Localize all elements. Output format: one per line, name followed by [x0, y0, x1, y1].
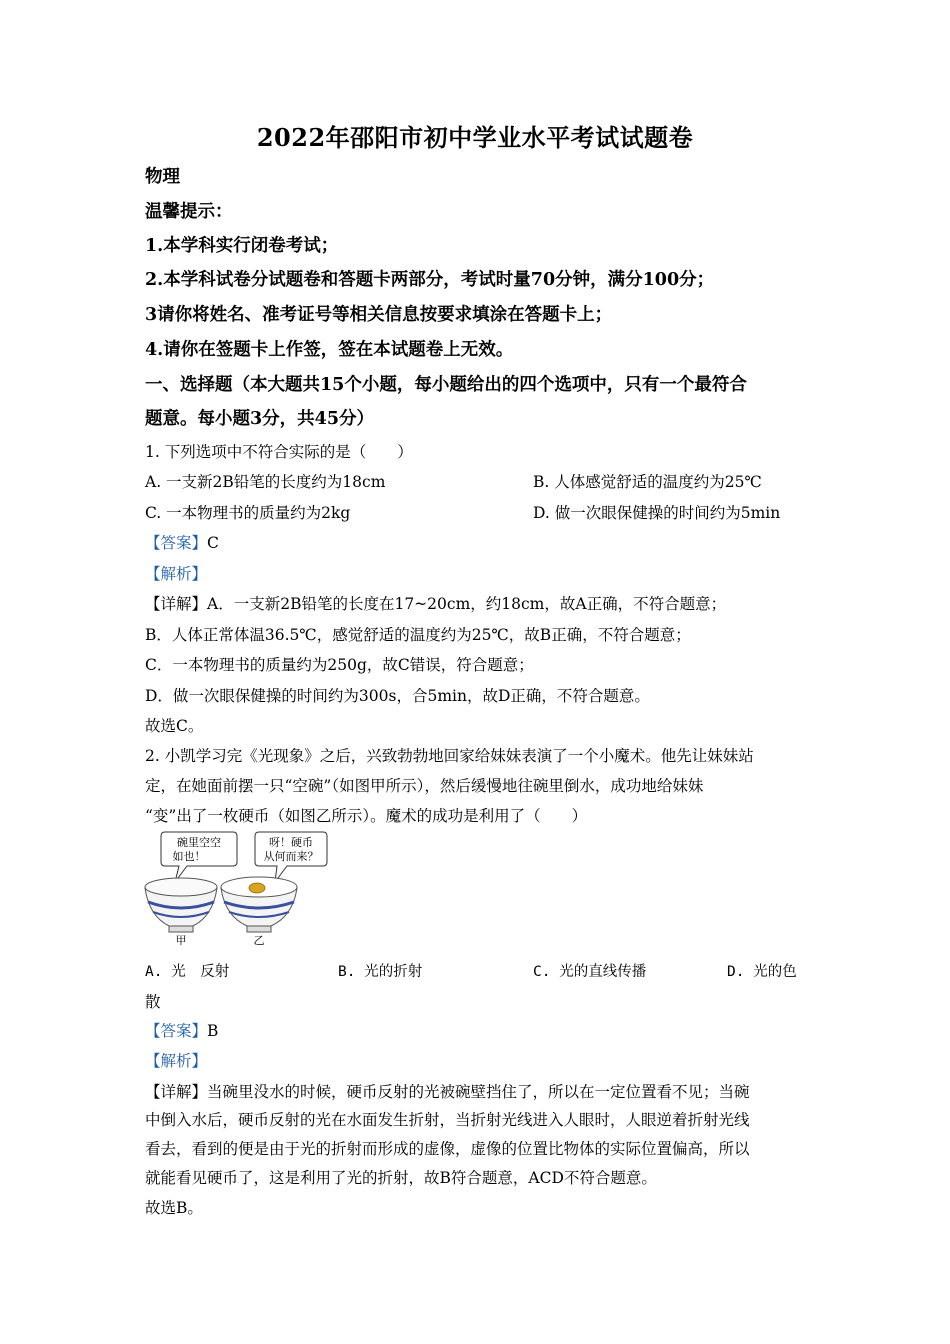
answer-tag: 【答案】 — [145, 534, 208, 552]
bubble-right-line-1: 呀！硬币 — [269, 836, 313, 849]
tip-3: 3请你将姓名、准考证号等相关信息按要求填涂在答题卡上； — [145, 305, 613, 325]
q2-detail-2: 中倒入水后，硬币反射的光在水面发生折射，当折射光线进入人眼时，人眼逆着折射光线 — [145, 1111, 750, 1129]
q2-conclusion: 故选B。 — [145, 1199, 203, 1217]
bubble-left-line-2: 如也！ — [172, 850, 206, 863]
q1-analysis-tag: 【解析】 — [145, 565, 208, 583]
tip-2: 2.本学科试卷分试题卷和答题卡两部分，考试时量70分钟，满分100分； — [145, 270, 715, 290]
q2-option-d: D. 光的色 — [727, 964, 797, 980]
detail-text: A．一支新2B铅笔的长度在17~20cm，约18cm，故A正确，不符合题意； — [207, 595, 727, 613]
q2-detail-3: 看去，看到的便是由于光的折射而形成的虚像，虚像的位置比物体的实际位置偏高，所以 — [145, 1140, 750, 1158]
bowl-figure — [141, 830, 341, 948]
detail-tag: 【详解】 — [145, 595, 208, 613]
q2-option-d-continued: 散 — [145, 993, 161, 1011]
q2-stem-1: 2. 小凯学习完《光现象》之后，兴致勃勃地回家给妹妹表演了一个小魔术。他先让妹妹站 — [145, 747, 754, 765]
q2-analysis-tag: 【解析】 — [145, 1052, 208, 1070]
q1-option-a: A. 一支新2B铅笔的长度约为18cm — [145, 473, 386, 491]
q1-answer — [145, 531, 219, 553]
q1-detail-4: D．做一次眼保健操的时间约为300s，合5min，故D正确，不符合题意。 — [145, 687, 650, 705]
q2-option-a: A. 光 反射 — [145, 964, 230, 980]
tips-heading: 温馨提示： — [145, 202, 233, 222]
q1-option-b: B. 人体感觉舒适的温度约为25℃ — [533, 473, 762, 491]
answer-value: B — [207, 1022, 219, 1040]
q1-conclusion: 故选C。 — [145, 717, 204, 735]
figure-label-yi: 乙 — [253, 934, 265, 947]
tip-4: 4.请你在签题卡上作签，签在本试题卷上无效。 — [145, 340, 514, 360]
q1-detail-1 — [145, 592, 726, 614]
q2-answer — [145, 1019, 218, 1041]
q1-option-c: C. 一本物理书的质量约为2kg — [145, 504, 351, 522]
bubble-right-line-2: 从何而来？ — [263, 850, 319, 863]
coin-icon — [249, 883, 265, 893]
q2-detail-1 — [145, 1080, 750, 1102]
page-title: 2022年邵阳市初中学业水平考试试题卷 — [256, 123, 694, 152]
q1-option-d: D. 做一次眼保健操的时间约为5min — [533, 504, 781, 522]
q1-detail-3: C．一本物理书的质量约为250g，故C错误，符合题意； — [145, 656, 534, 674]
q2-option-c: C. 光的直线传播 — [533, 964, 647, 980]
q1-detail-2: B．人体正常体温36.5℃，感觉舒适的温度约为25℃，故B正确，不符合题意； — [145, 626, 691, 644]
tip-1: 1.本学科实行闭卷考试； — [145, 236, 339, 256]
answer-value: C — [207, 534, 219, 552]
detail-tag: 【详解】 — [145, 1083, 208, 1101]
q2-stem-3: “变”出了一枚硬币（如图乙所示）。魔术的成功是利用了（ ） — [145, 807, 588, 825]
q2-detail-4: 就能看见硬币了，这是利用了光的折射，故B符合题意，ACD不符合题意。 — [145, 1169, 657, 1187]
bowl-with-water — [221, 877, 297, 932]
detail-text: 当碗里没水的时候，硬币反射的光被碗壁挡住了，所以在一定位置看不见；当碗 — [207, 1083, 750, 1101]
section-heading-line-2: 题意。每小题3分，共45分） — [145, 409, 375, 429]
q2-option-b: B. 光的折射 — [338, 964, 423, 980]
q1-stem: 1. 下列选项中不符合实际的是（ ） — [145, 443, 413, 461]
bowl-empty — [145, 878, 217, 932]
subject-label: 物理 — [145, 167, 180, 187]
q2-stem-2: 定，在她面前摆一只“空碗”（如图甲所示），然后缓慢地往碗里倒水，成功地给妹妹 — [145, 777, 704, 795]
answer-tag: 【答案】 — [145, 1022, 208, 1040]
section-heading-line-1: 一、选择题（本大题共15个小题，每小题给出的四个选项中，只有一个最符合 — [145, 375, 747, 395]
figure-label-jia: 甲 — [175, 934, 187, 947]
bubble-left-line-1: 碗里空空 — [177, 836, 221, 849]
